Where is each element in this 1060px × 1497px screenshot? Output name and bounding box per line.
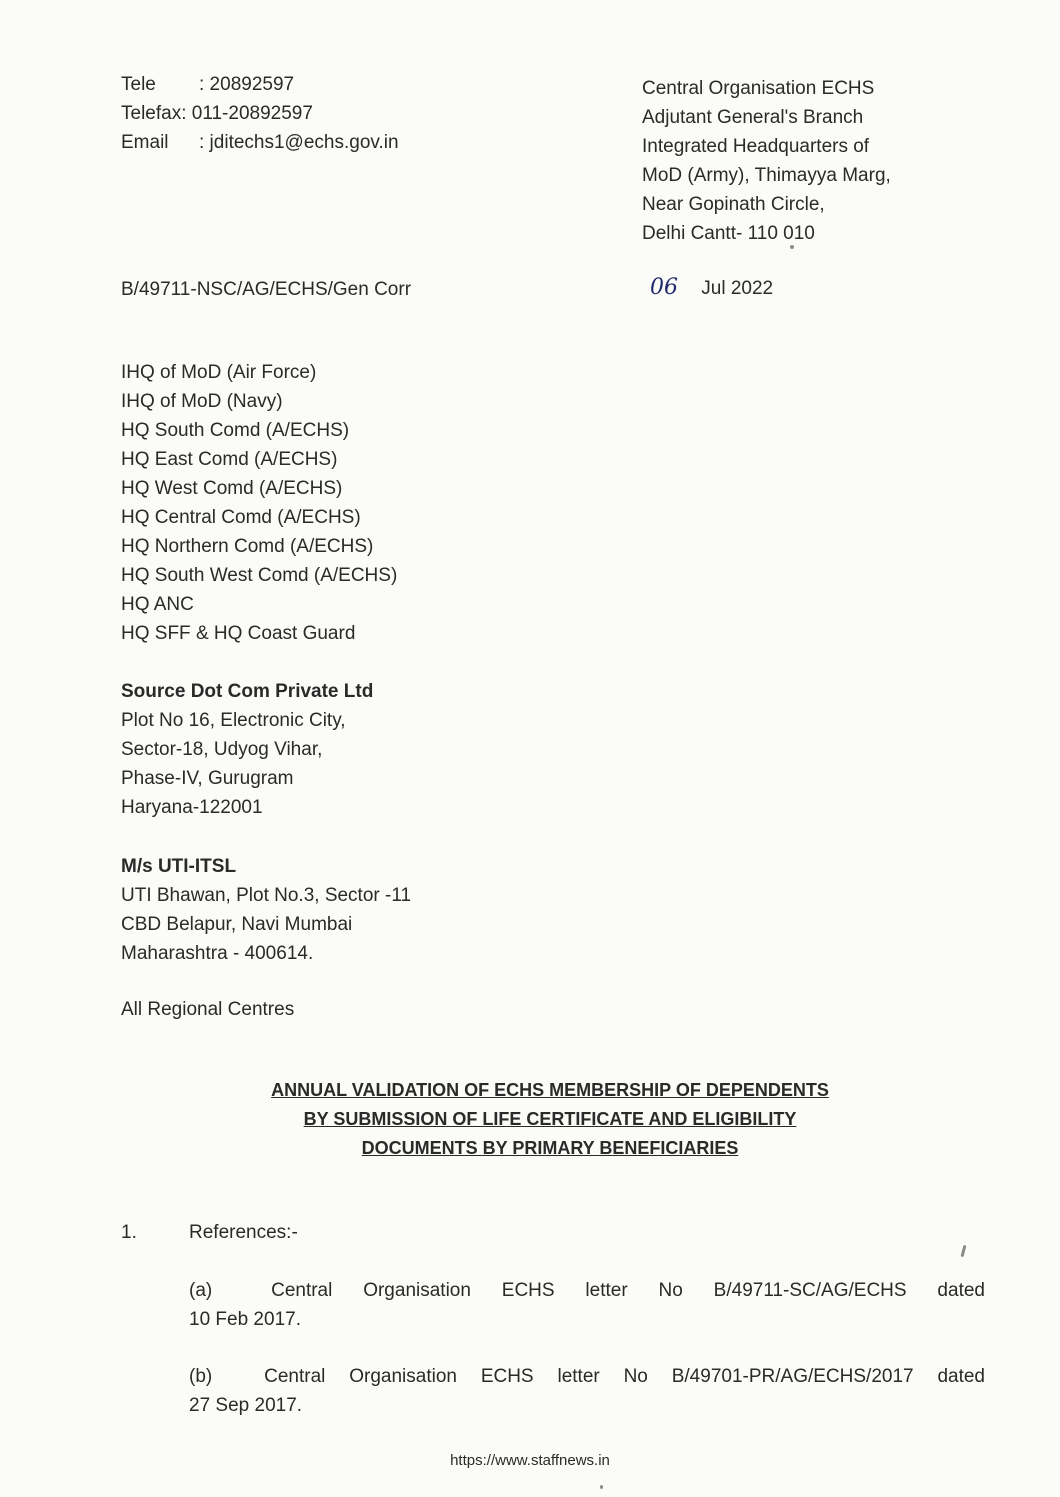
reference-item-b: [189, 1362, 985, 1420]
reference-line-cont: 27 Sep 2017.: [189, 1395, 303, 1416]
sender-address-line: Central Organisation ECHS: [642, 78, 875, 99]
date-month-year: Jul 2022: [701, 278, 774, 299]
distribution-item: HQ Central Comd (A/ECHS): [121, 507, 361, 528]
contact-label: Telefax: [121, 103, 182, 124]
para-heading: References:-: [189, 1222, 298, 1243]
scan-speck: [960, 1245, 966, 1257]
distribution-item: HQ Northern Comd (A/ECHS): [121, 536, 374, 557]
addressee-name: Source Dot Com Private Ltd: [121, 681, 374, 702]
contact-value: : 20892597: [199, 74, 295, 95]
contact-block: [121, 70, 399, 157]
contact-value: : 011-20892597: [181, 103, 313, 124]
reference-text: Central Organisation ECHS letter No B/49701-PR/AG/ECHS/2017 dated: [264, 1366, 985, 1387]
reference-number: B/49711-NSC/AG/ECHS/Gen Corr: [121, 279, 412, 300]
date-day-handwritten: 06: [650, 275, 678, 300]
distribution-item: HQ South Comd (A/ECHS): [121, 420, 350, 441]
addressee-line: Maharashtra - 400614.: [121, 943, 314, 964]
reference-line: [189, 1276, 985, 1305]
reference-text: Central Organisation ECHS letter No B/49711-SC/AG/ECHS dated: [271, 1280, 985, 1301]
distribution-list: [121, 358, 397, 648]
subject-line: BY SUBMISSION OF LIFE CERTIFICATE AND ELIGIBILITY: [303, 1109, 797, 1129]
contact-value: : jditechs1@echs.gov.in: [199, 132, 399, 153]
subject-line: DOCUMENTS BY PRIMARY BENEFICIARIES: [361, 1138, 739, 1158]
addressee-uti-itsl: [121, 852, 411, 968]
reference-label: (b): [189, 1366, 213, 1387]
scan-speck: [790, 245, 794, 249]
subject-line: ANNUAL VALIDATION OF ECHS MEMBERSHIP OF DEPENDENTS: [271, 1080, 829, 1100]
distribution-item: IHQ of MoD (Air Force): [121, 362, 317, 383]
contact-row-telefax: [121, 99, 399, 128]
letter-date: [650, 273, 773, 303]
contact-row-email: [121, 128, 399, 157]
distribution-item: HQ East Comd (A/ECHS): [121, 449, 338, 470]
distribution-item: HQ South West Comd (A/ECHS): [121, 565, 398, 586]
contact-label: Tele: [121, 74, 156, 95]
sender-address-line: Adjutant General's Branch: [642, 107, 864, 128]
regional-centres: All Regional Centres: [121, 999, 295, 1020]
sender-address-line: Delhi Cantt- 110 010: [642, 223, 815, 244]
sender-address: [642, 74, 891, 248]
addressee-line: Phase-IV, Gurugram: [121, 768, 294, 789]
addressee-line: UTI Bhawan, Plot No.3, Sector -11: [121, 885, 412, 906]
contact-row-tele: [121, 70, 399, 99]
contact-label: Email: [121, 132, 169, 153]
addressee-line: Haryana-122001: [121, 797, 263, 818]
addressee-name: M/s UTI-ITSL: [121, 856, 237, 877]
footer-url: https://www.staffnews.in: [450, 1452, 610, 1469]
addressee-source-dot-com: [121, 677, 373, 822]
subject-heading: [180, 1076, 920, 1163]
distribution-item: HQ ANC: [121, 594, 194, 615]
reference-label: (a): [189, 1280, 213, 1301]
scan-speck: [600, 1485, 603, 1489]
sender-address-line: Integrated Headquarters of: [642, 136, 870, 157]
para-number: 1.: [121, 1222, 137, 1243]
reference-line: [189, 1362, 985, 1391]
addressee-line: Sector-18, Udyog Vihar,: [121, 739, 323, 760]
addressee-line: CBD Belapur, Navi Mumbai: [121, 914, 353, 935]
distribution-item: HQ SFF & HQ Coast Guard: [121, 623, 356, 644]
distribution-item: IHQ of MoD (Navy): [121, 391, 283, 412]
reference-item-a: [189, 1276, 985, 1334]
reference-line-cont: 10 Feb 2017.: [189, 1309, 301, 1330]
addressee-line: Plot No 16, Electronic City,: [121, 710, 346, 731]
sender-address-line: Near Gopinath Circle,: [642, 194, 825, 215]
distribution-item: HQ West Comd (A/ECHS): [121, 478, 343, 499]
sender-address-line: MoD (Army), Thimayya Marg,: [642, 165, 891, 186]
